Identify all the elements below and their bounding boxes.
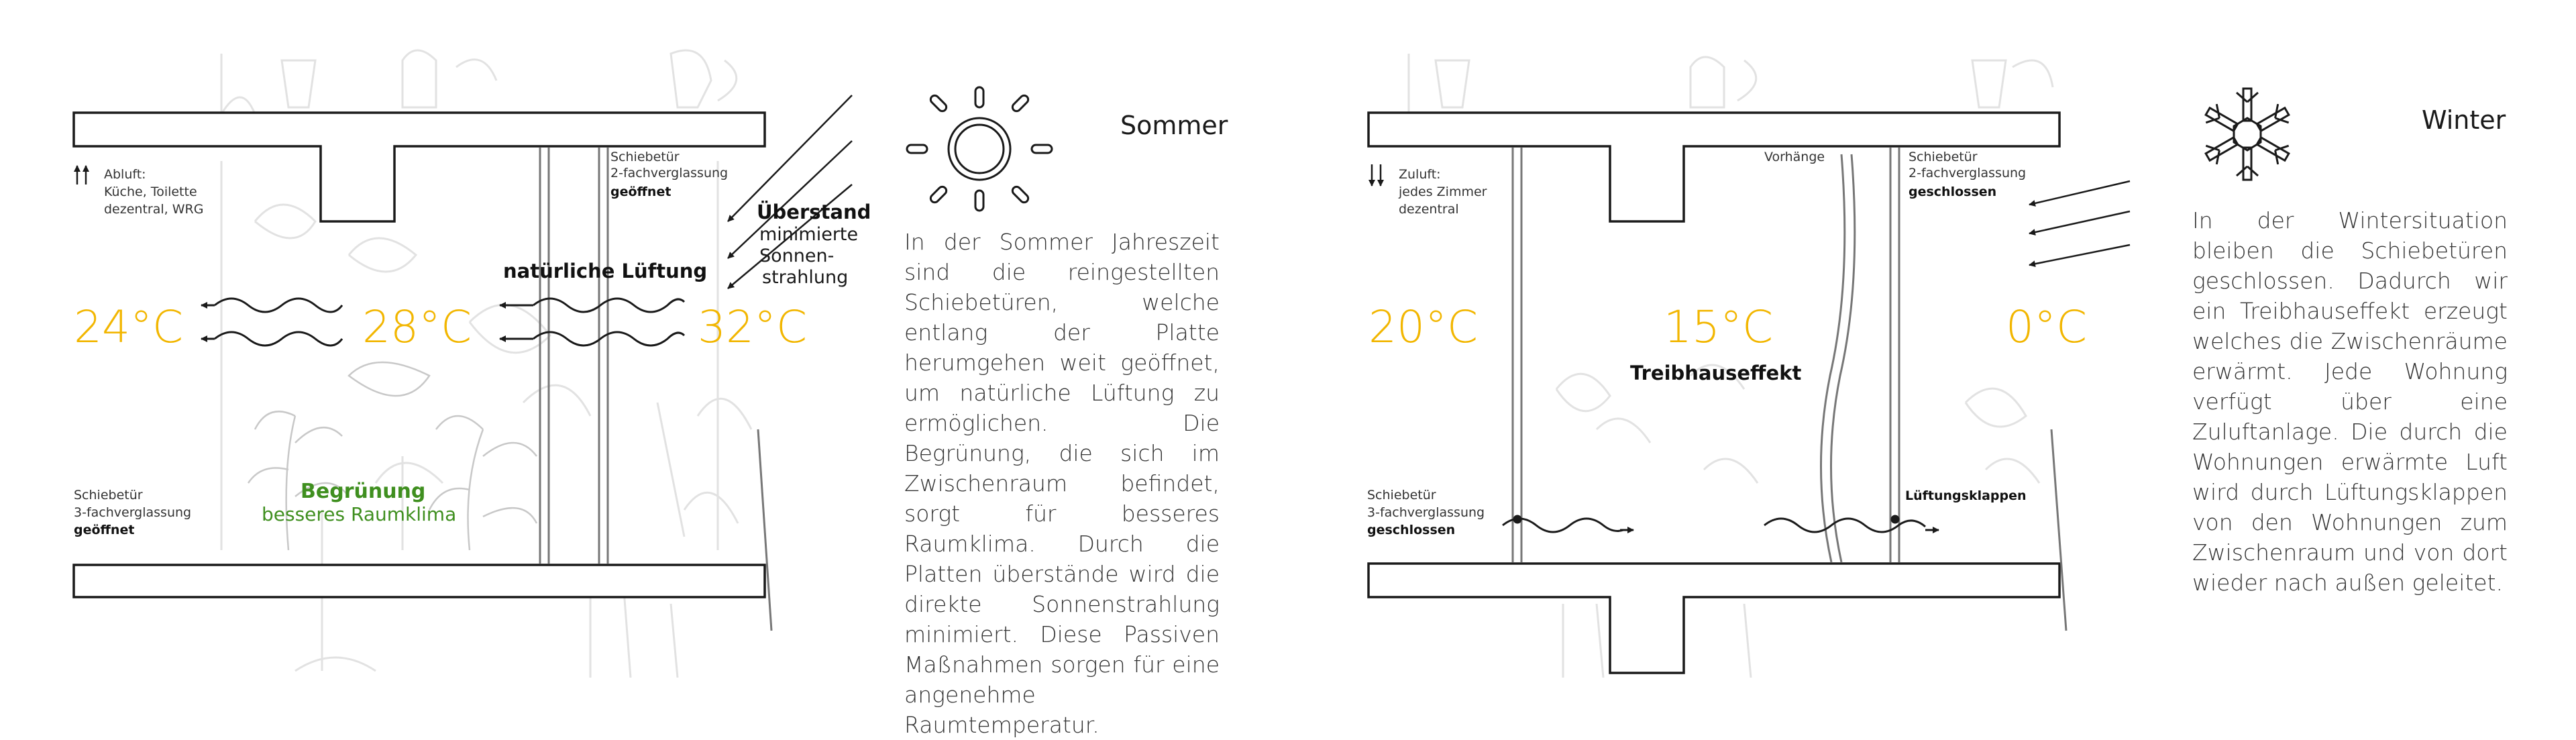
lueftungsklappen-label: Lüftungsklappen (1905, 488, 2027, 503)
summer-temp-between: 28°C (362, 301, 472, 353)
winter-door-top-label: Schiebetür (1909, 150, 1978, 164)
natural-ventilation-label: natürliche Lüftung (503, 260, 708, 282)
winter-incoming-arrows (2029, 181, 2130, 265)
winter-lower-slab (1368, 564, 2059, 673)
winter-door-bottom-glazing: 3-fachverglassung (1367, 505, 1485, 520)
ueberstand-line-3: strahlung (762, 267, 849, 288)
winter-temp-between: 15°C (1664, 301, 1774, 353)
begruenung-label: Begrünung (301, 480, 426, 503)
zuluft-rooms: jedes Zimmer (1399, 184, 1487, 199)
ueberstand-label: Überstand (757, 201, 871, 223)
summer-paragraph: In der Sommer Jahreszeit sind die reingestellten Schiebetüren, welche entlang der Platte herumgehen weit geöffnet, um natürliche Lüftung zu ermöglichen. Die Begrünung, die sich im Zwischenraum befindet, sorgt für besseres Raumklima. Durch die Platten überstände wird die direkte Sonnenstrahlung minimiert. Diese Passiven Maßnahmen sorgen für eine angenehme Raumtemperatur. (904, 229, 1220, 738)
summer-doors (540, 148, 771, 631)
summer-lower-slab (74, 565, 765, 597)
winter-temp-inside: 20°C (1368, 301, 1479, 353)
winter-temp-outside: 0°C (2006, 301, 2088, 353)
winter-doors (1513, 148, 2066, 631)
sun-icon (907, 87, 1052, 211)
abluft-up-arrows (77, 166, 86, 184)
summer-door-top-label: Schiebetür (610, 150, 680, 164)
zuluft-down-arrows (1372, 164, 1381, 186)
abluft-dezentral: dezentral, WRG (104, 202, 204, 217)
winter-door-bottom-label: Schiebetür (1367, 488, 1436, 503)
abluft-label: Abluft: (104, 167, 146, 182)
ueberstand-line-1: minimierte (759, 224, 859, 245)
summer-door-top-glazing: 2-fachverglassung (610, 166, 729, 180)
summer-door-top-state: geöffnet (610, 184, 672, 199)
snowflake-icon (2202, 89, 2292, 180)
summer-door-bottom-label: Schiebetür (74, 488, 143, 503)
summer-heading: Sommer (1120, 111, 1228, 140)
begruenung-subtext: besseres Raumklima (262, 503, 457, 525)
treibhaus-label: Treibhauseffekt (1630, 362, 1802, 384)
abluft-rooms: Küche, Toilette (104, 184, 197, 199)
winter-door-top-state: geschlossen (1909, 184, 1997, 199)
winter-airflow (1503, 516, 1939, 532)
winter-door-top-glazing: 2-fachverglassung (1909, 166, 2027, 180)
zuluft-dezentral: dezentral (1399, 202, 1459, 217)
vorhaenge-label: Vorhänge (1764, 150, 1825, 164)
winter-door-bottom-state: geschlossen (1367, 523, 1456, 537)
summer-door-bottom-glazing: 3-fachverglassung (74, 505, 192, 520)
zuluft-label: Zuluft: (1399, 167, 1441, 182)
ueberstand-line-2: Sonnen- (759, 246, 835, 266)
summer-door-bottom-state: geöffnet (74, 523, 135, 537)
winter-heading: Winter (2422, 105, 2506, 135)
summer-temp-outside: 32°C (698, 301, 808, 353)
winter-paragraph: In der Wintersituation bleiben die Schiebetüren geschlossen. Dadurch wir ein Treibhauseffekt erzeugt welches die Zwischenräume erwärmt. Jede Wohnung verfügt über eine Zuluftanlage. Die durch die Wohnungen erwärmte Luft wird durch Lüftungsklappen von den Wohnungen zum Zwischenraum und von dort wieder nach außen geleitet. (2192, 207, 2508, 596)
summer-temp-inside: 24°C (74, 301, 184, 353)
